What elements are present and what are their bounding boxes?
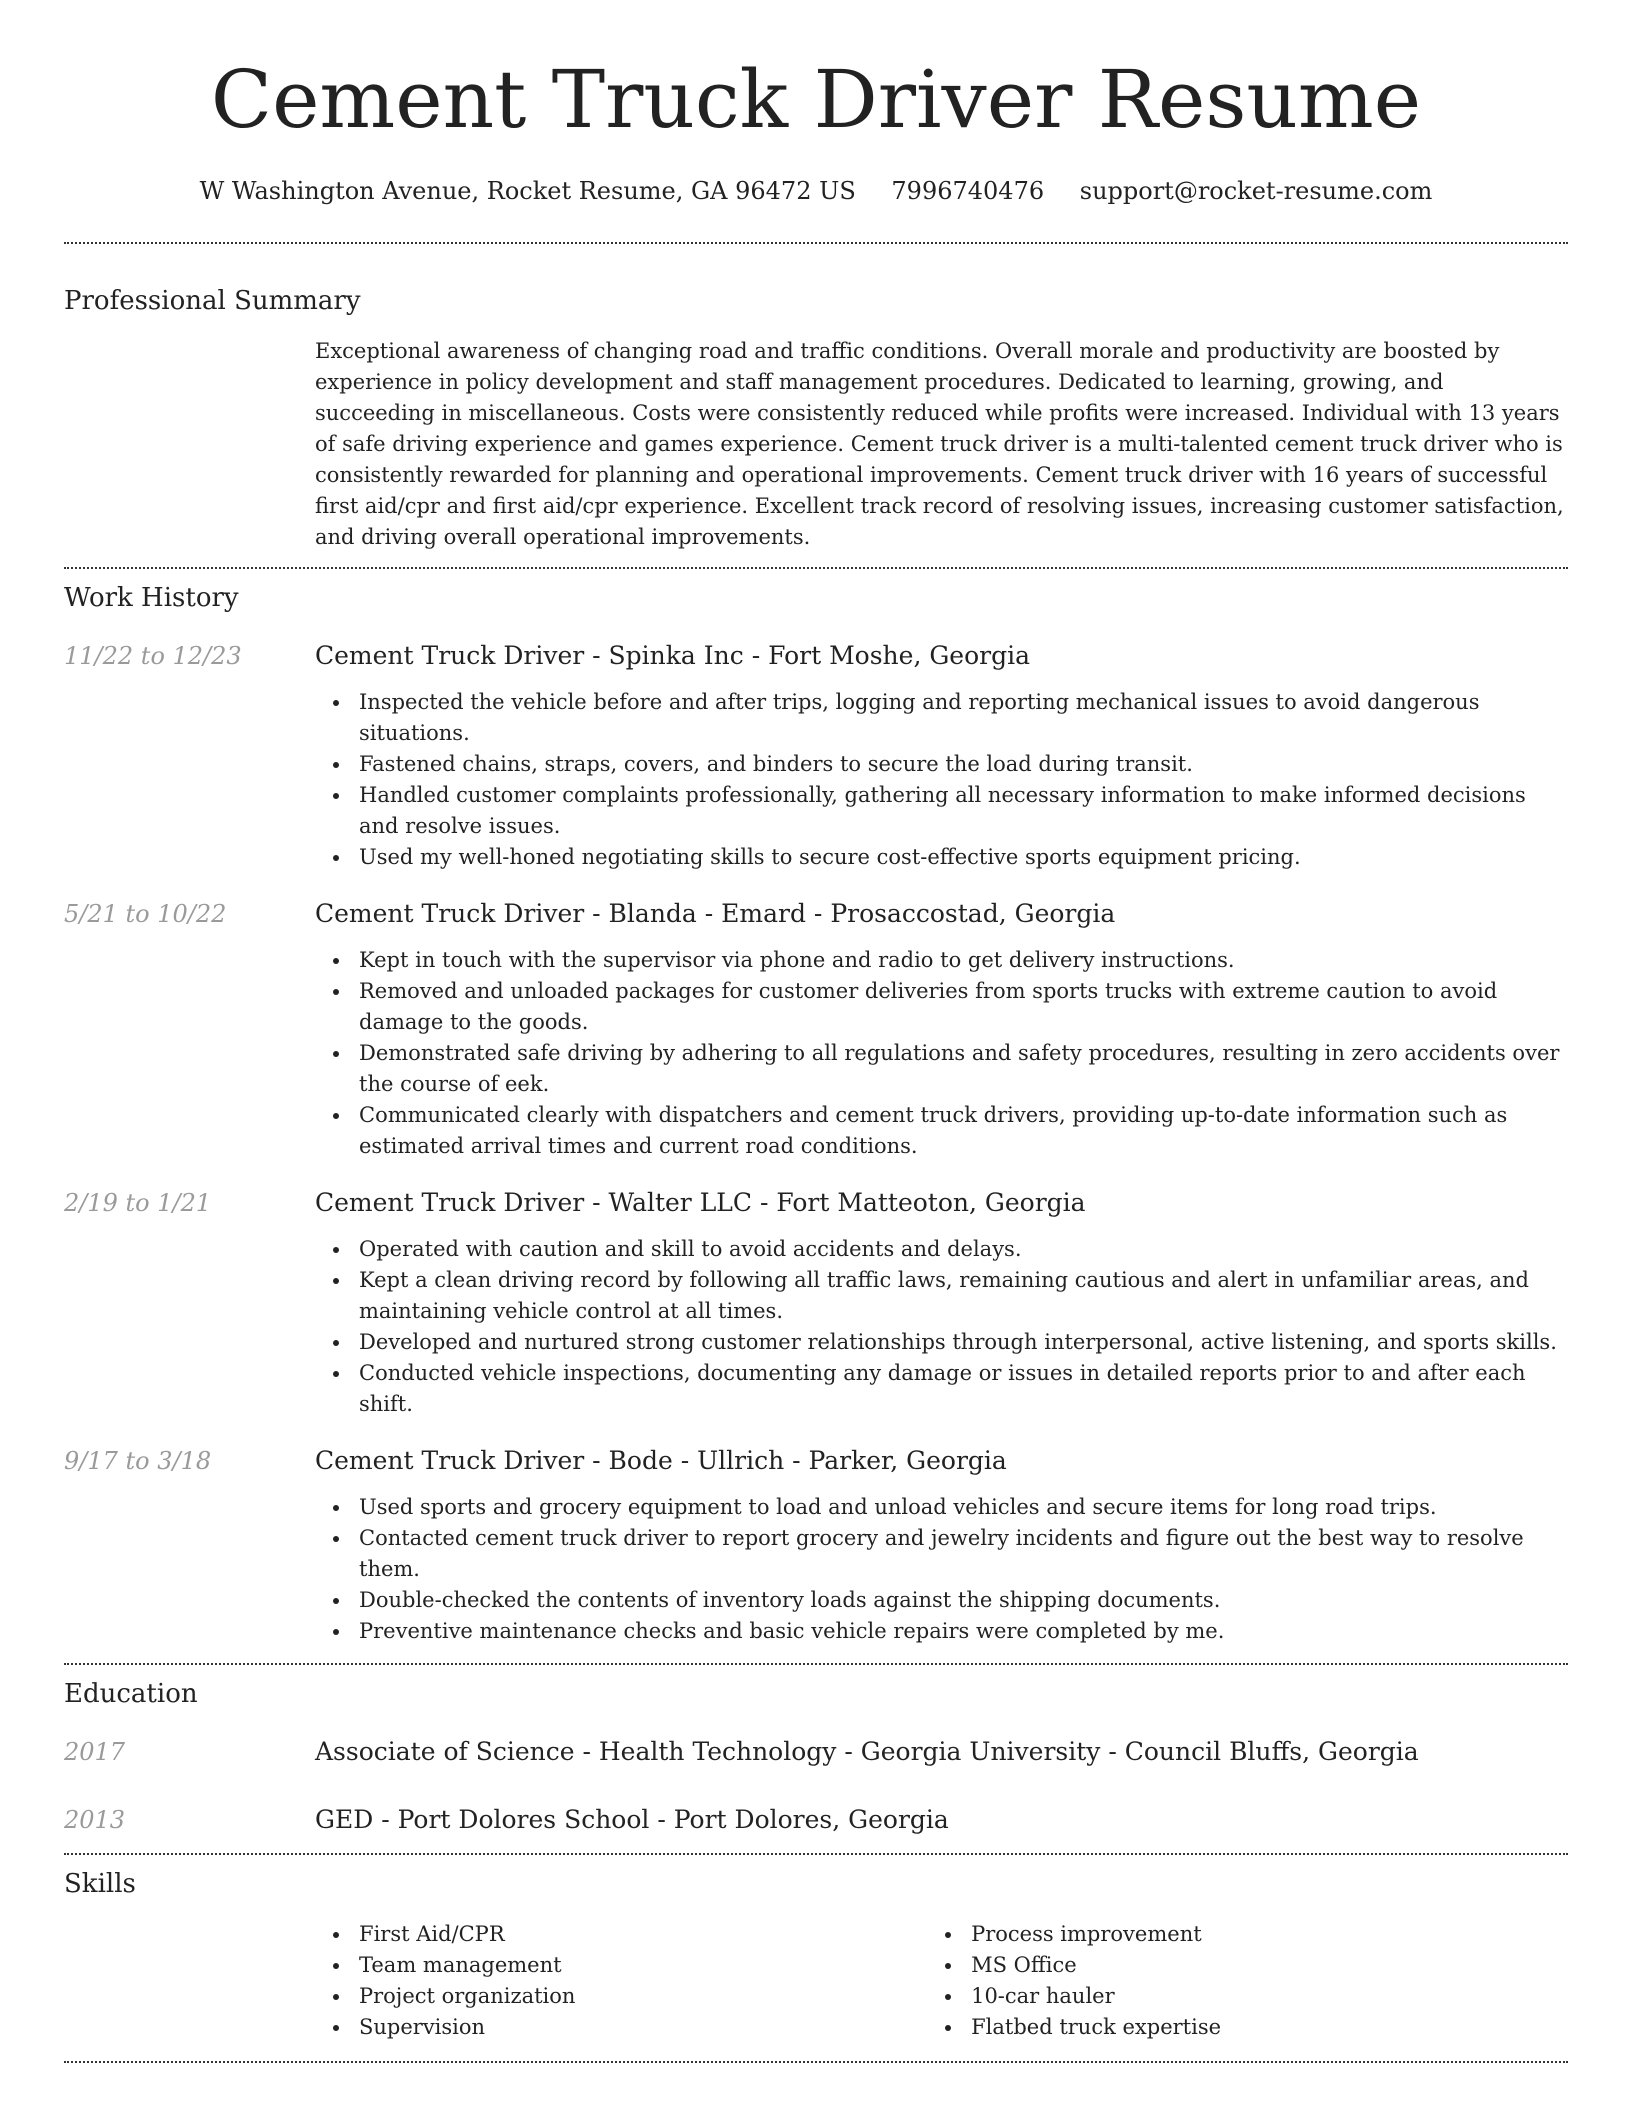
skills-section (64, 1867, 1568, 2043)
education-entry (64, 1803, 1568, 1837)
list-item: Operated with caution and skill to avoid accidents and delays. (359, 1234, 1568, 1265)
summary-section (64, 284, 1568, 553)
skills-list (315, 1919, 1568, 2043)
list-item: Preventive maintenance checks and basic vehicle repairs were completed by me. (359, 1616, 1568, 1647)
skills-heading: Skills (64, 1869, 136, 1899)
skills-column-left (359, 1919, 927, 2043)
list-item: Double-checked the contents of inventory loads against the shipping documents. (359, 1585, 1568, 1616)
phone: 7996740476 (891, 177, 1045, 205)
contact-line (64, 174, 1568, 208)
education-year: 2013 (64, 1806, 126, 1834)
job-bullets (359, 1492, 1568, 1647)
job-bullets (359, 945, 1568, 1162)
skill-item: 10-car hauler (971, 1981, 1568, 2012)
job-title: Cement Truck Driver - Bode - Ullrich - Parker, Georgia (315, 1446, 1007, 1475)
education-section (64, 1677, 1568, 1837)
job-bullets (359, 1234, 1568, 1420)
job-entry (64, 639, 1568, 873)
list-item: Contacted cement truck driver to report grocery and jewelry incidents and figure out the best way to resolve them. (359, 1523, 1568, 1585)
job-bullets (359, 687, 1568, 873)
list-item: Communicated clearly with dispatchers and cement truck drivers, providing up-to-date information such as estimated arrival times and current road conditions. (359, 1100, 1568, 1162)
education-title: Associate of Science - Health Technology - Georgia University - Council Bluffs, Georgia (315, 1737, 1419, 1766)
job-date: 2/19 to 1/21 (64, 1189, 212, 1217)
divider (64, 567, 1568, 569)
work-heading: Work History (64, 583, 239, 613)
list-item: Removed and unloaded packages for customer deliveries from sports trucks with extreme caution to avoid damage to the goods. (359, 976, 1568, 1038)
skill-item: Project organization (359, 1981, 927, 2012)
resume-page (64, 0, 1568, 2063)
job-title: Cement Truck Driver - Spinka Inc - Fort Moshe, Georgia (315, 641, 1031, 670)
list-item: Demonstrated safe driving by adhering to all regulations and safety procedures, resulting in zero accidents over the course of eek. (359, 1038, 1568, 1100)
list-item: Kept a clean driving record by following all traffic laws, remaining cautious and alert in unfamiliar areas, and maintaining vehicle control at all times. (359, 1265, 1568, 1327)
education-year: 2017 (64, 1738, 126, 1766)
list-item: Inspected the vehicle before and after trips, logging and reporting mechanical issues to avoid dangerous situations. (359, 687, 1568, 749)
job-date: 5/21 to 10/22 (64, 900, 227, 928)
job-entry (64, 1444, 1568, 1647)
list-item: Used my well-honed negotiating skills to secure cost-effective sports equipment pricing. (359, 842, 1568, 873)
skill-item: Supervision (359, 2012, 927, 2043)
list-item: Used sports and grocery equipment to load and unload vehicles and secure items for long road trips. (359, 1492, 1568, 1523)
list-item: Handled customer complaints professionally, gathering all necessary information to make informed decisions and resolve issues. (359, 780, 1568, 842)
skills-column-right (971, 1919, 1568, 2043)
skill-item: Flatbed truck expertise (971, 2012, 1568, 2043)
job-date: 11/22 to 12/23 (64, 642, 242, 670)
job-entry (64, 897, 1568, 1162)
divider (64, 1663, 1568, 1665)
list-item: Fastened chains, straps, covers, and binders to secure the load during transit. (359, 749, 1568, 780)
skill-item: First Aid/CPR (359, 1919, 927, 1950)
skill-item: Process improvement (971, 1919, 1568, 1950)
job-entry (64, 1186, 1568, 1420)
list-item: Developed and nurtured strong customer relationships through interpersonal, active listening, and sports skills. (359, 1327, 1568, 1358)
address: W Washington Avenue, Rocket Resume, GA 96472 US (199, 177, 856, 205)
work-section (64, 581, 1568, 1647)
education-heading: Education (64, 1679, 198, 1709)
education-title: GED - Port Dolores School - Port Dolores, Georgia (315, 1805, 949, 1834)
job-title: Cement Truck Driver - Blanda - Emard - Prosaccostad, Georgia (315, 899, 1116, 928)
divider (64, 1853, 1568, 1855)
summary-text: Exceptional awareness of changing road and traffic conditions. Overall morale and productivity are boosted by experience in policy development and staff management procedures. Dedicated to learning, growing, and succeeding in miscellaneous. Costs were consistently reduced while profits were increased. Individual with 13 years of safe driving experience and games experience. Cement truck driver is a multi-talented cement truck driver who is consistently rewarded for planning and operational improvements. Cement truck driver with 16 years of successful first aid/cpr and first aid/cpr experience. Excellent track record of resolving issues, increasing customer satisfaction, and driving overall operational improvements. (315, 339, 1564, 549)
skill-item: Team management (359, 1950, 927, 1981)
divider (64, 2061, 1568, 2063)
summary-heading: Professional Summary (64, 286, 361, 316)
list-item: Kept in touch with the supervisor via phone and radio to get delivery instructions. (359, 945, 1568, 976)
job-date: 9/17 to 3/18 (64, 1447, 212, 1475)
job-title: Cement Truck Driver - Walter LLC - Fort Matteoton, Georgia (315, 1188, 1086, 1217)
list-item: Conducted vehicle inspections, documenting any damage or issues in detailed reports prior to and after each shift. (359, 1358, 1568, 1420)
skill-item: MS Office (971, 1950, 1568, 1981)
resume-title: Cement Truck Driver Resume (210, 53, 1422, 146)
email: support@rocket-resume.com (1079, 177, 1433, 205)
divider (64, 242, 1568, 244)
education-entry (64, 1735, 1568, 1769)
